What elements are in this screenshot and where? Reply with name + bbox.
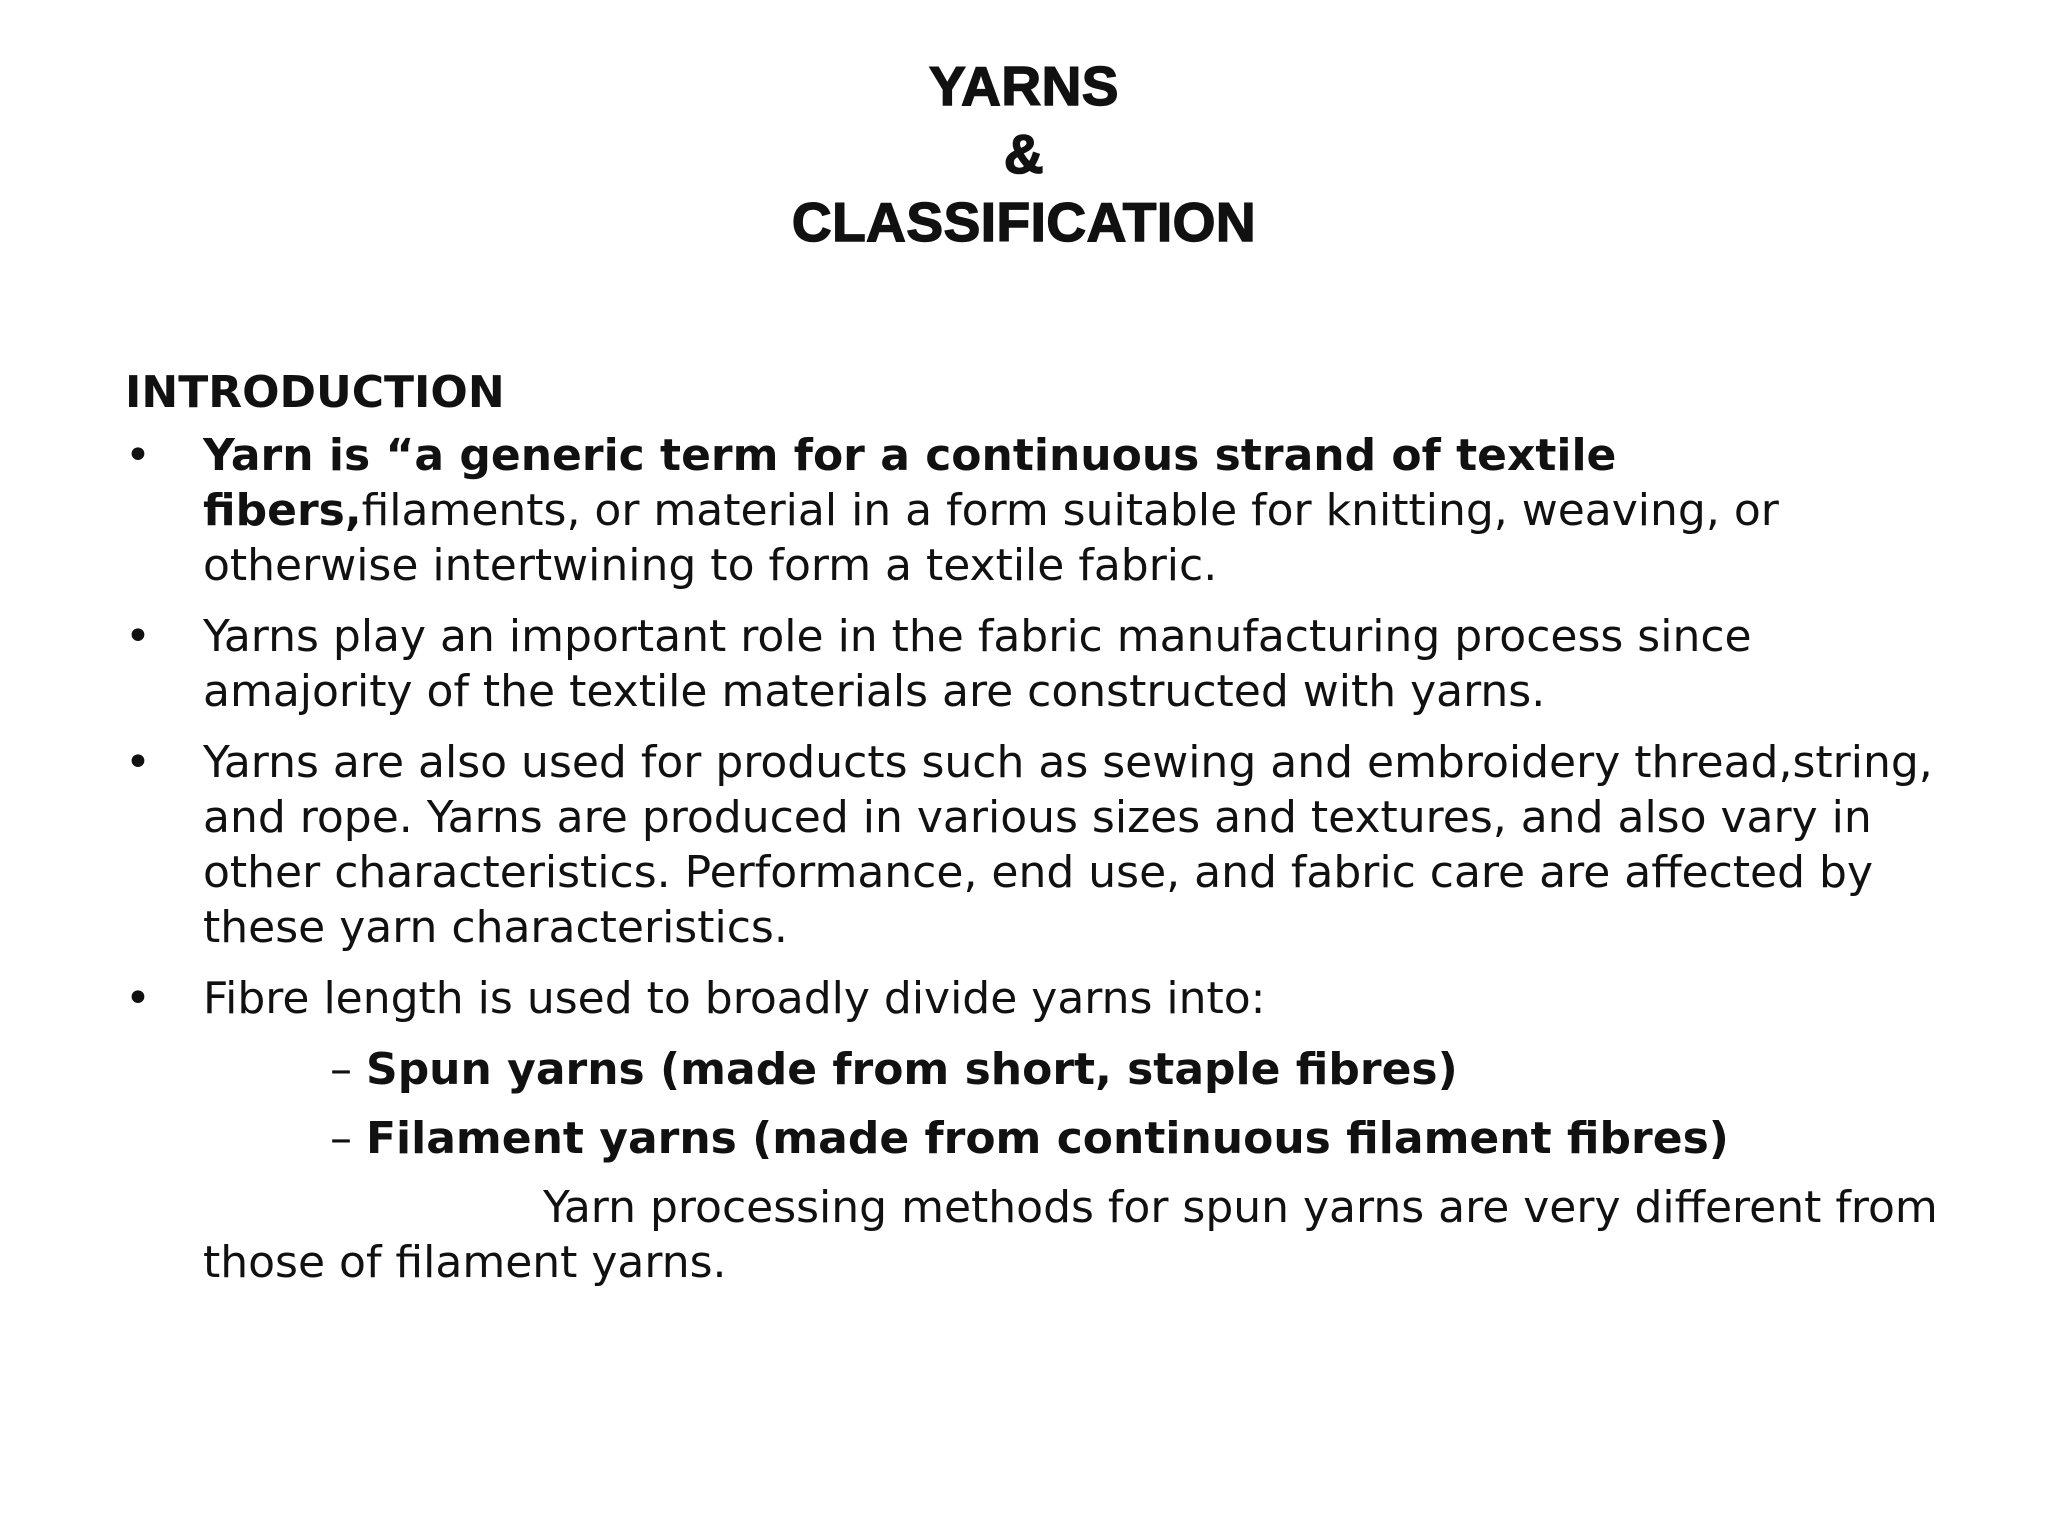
- bullet-icon: •: [125, 611, 151, 662]
- sub-item-text: Filament yarns (made from continuous filament fibres): [366, 1113, 1729, 1164]
- bullet-text: Yarns play an important role in the fabric manufacturing process since amajority of the textile materials are constructed with yarns.: [203, 611, 1752, 717]
- dash-icon: –: [330, 1044, 352, 1095]
- bullet-bold-text: Yarn is “a generic term for a continuous strand of textile fibers,: [203, 430, 1617, 536]
- bullet-text: Yarns are also used for products such as sewing and embroidery thread,string, and rope. Yarns are produced in various sizes and textures, and also vary in other characteristics. Performance, end use, and fabric care are affected by these yarn characteristics.: [203, 737, 1933, 953]
- bullet-item: [125, 971, 1955, 1026]
- sub-item: [125, 1042, 1955, 1097]
- bullet-icon: •: [125, 973, 151, 1024]
- bullet-icon: •: [125, 430, 151, 481]
- closing-text: Yarn processing methods for spun yarns are very different from those of filament yarns.: [203, 1182, 1938, 1288]
- bullet-item: [125, 609, 1955, 719]
- title-line: CLASSIFICATION: [791, 191, 1257, 253]
- bullet-text: Fibre length is used to broadly divide yarns into:: [203, 973, 1266, 1024]
- bullet-item: [125, 735, 1955, 955]
- bullet-text: filaments, or material in a form suitable for knitting, weaving, or otherwise intertwining to form a textile fabric.: [203, 485, 1779, 591]
- sub-item: [125, 1111, 1955, 1166]
- title-line: &: [1003, 123, 1045, 185]
- bullet-icon: •: [125, 737, 151, 788]
- section-heading: INTRODUCTION: [125, 367, 505, 418]
- slide-body: [125, 365, 1955, 1290]
- slide-title: [0, 52, 2048, 256]
- dash-icon: –: [330, 1113, 352, 1164]
- bullet-item: [125, 428, 1955, 593]
- closing-paragraph: [125, 1180, 1955, 1290]
- sub-item-text: Spun yarns (made from short, staple fibres): [366, 1044, 1458, 1095]
- title-line: YARNS: [929, 55, 1119, 117]
